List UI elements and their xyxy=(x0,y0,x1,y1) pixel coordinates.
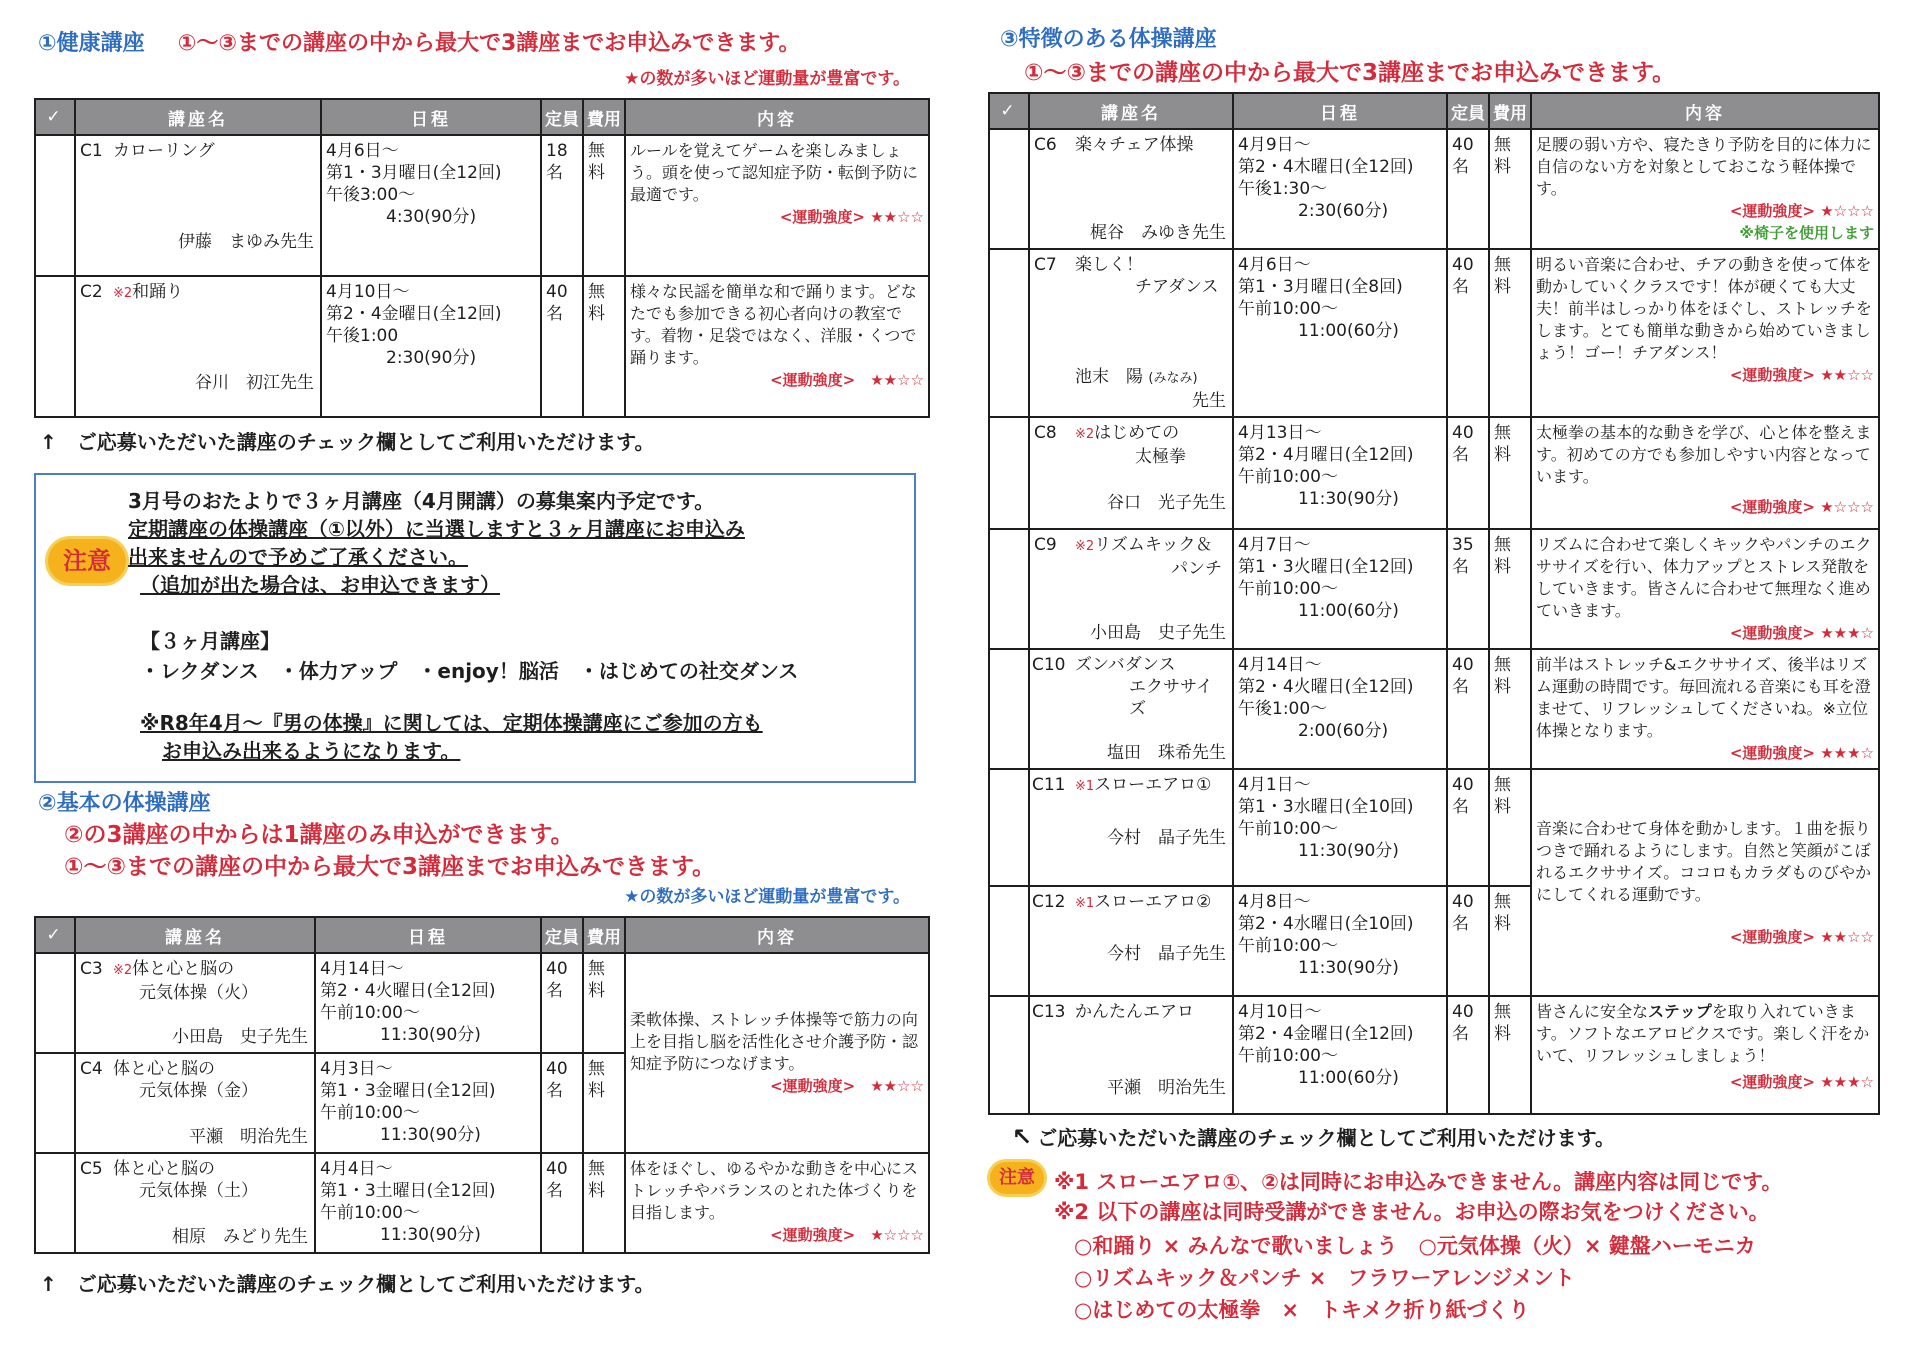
course-code: C9 xyxy=(1029,529,1071,649)
content-cell xyxy=(625,135,929,276)
notice-badge: 注意 xyxy=(48,539,126,583)
intensity-rating: <運動強度> ★★★☆ xyxy=(1729,744,1874,762)
schedule-time: 午後1:30～ xyxy=(1238,179,1328,199)
course-code: C8 xyxy=(1029,417,1071,529)
content-header: 内容 xyxy=(625,99,929,135)
course-name-cell xyxy=(1071,886,1233,996)
name-header: 講座名 xyxy=(75,917,315,953)
fee: 無料 xyxy=(1489,129,1531,249)
intensity-rating: <運動強度> ★★☆☆ xyxy=(1729,366,1874,384)
schedule-time: 午前10:00～ xyxy=(320,1003,420,1023)
schedule-cell xyxy=(321,276,541,417)
content-cell xyxy=(1531,249,1879,417)
content-cell xyxy=(1531,529,1879,649)
section2-rule2: ①～③までの講座の中から最大で3講座までお申込みできます。 xyxy=(64,854,716,880)
schedule-end: 11:00(60分) xyxy=(1298,321,1399,341)
section1-check-note: ↑ ご応募いただいた講座のチェック欄としてご利用いただけます。 xyxy=(40,430,655,454)
course-name: かんたんエアロ xyxy=(1075,1002,1194,1022)
section1-rule: ①～③までの講座の中から最大で3講座までお申込みできます。 xyxy=(177,31,801,56)
course-name-cell xyxy=(1071,769,1233,886)
schedule-end: 4:30(90分) xyxy=(386,207,477,227)
schedule-time: 午前10:00～ xyxy=(1238,936,1338,956)
section2-table-header xyxy=(35,917,929,953)
capacity: 40名 xyxy=(1447,129,1489,249)
course-name: カローリング xyxy=(113,141,215,161)
teacher-reading: (みなみ) xyxy=(1148,371,1198,386)
teacher-name: 相原 みどり先生 xyxy=(172,1227,308,1247)
fee: 無料 xyxy=(583,276,625,417)
check-cell[interactable] xyxy=(35,1053,75,1153)
schedule-days: 第2・4火曜日(全12回) xyxy=(1238,677,1414,697)
course-code: C7 xyxy=(1029,249,1071,417)
schedule-end: 2:00(60分) xyxy=(1298,721,1389,741)
schedule-start: 4月6日～ xyxy=(326,141,399,161)
schedule-end: 11:00(60分) xyxy=(1298,601,1399,621)
schedule-end: 11:30(90分) xyxy=(380,1025,481,1045)
intensity-rating: <運動強度> ★☆☆☆ xyxy=(770,1226,924,1244)
table-row xyxy=(989,249,1879,417)
schedule-start: 4月13日～ xyxy=(1238,423,1322,443)
fee-header: 費用 xyxy=(583,99,625,135)
course-content: 音楽に合わせて身体を動かします。１曲を振りつきで踊れるようにします。自然と笑顔がこぼれるエクササイズ。ココロもカラダものびやかにしてくれる運動です。 xyxy=(1536,818,1872,904)
schedule-header: 日程 xyxy=(315,917,541,953)
course-code: C10 xyxy=(1029,649,1071,769)
schedule-time: 午前10:00～ xyxy=(320,1103,420,1123)
course-content: 皆さんに安全なステップを取り入れていきます。ソフトなエアロビクスです。楽しく汗をかいて、リフレッシュしましょう！ xyxy=(1536,1002,1870,1065)
intensity-rating: <運動強度> ★☆☆☆ xyxy=(1729,202,1874,220)
schedule-time: 午前10:00～ xyxy=(320,1203,420,1223)
capacity: 40名 xyxy=(1447,769,1489,886)
capacity: 18名 xyxy=(541,135,583,276)
check-cell[interactable] xyxy=(989,769,1029,886)
schedule-days: 第1・3火曜日(全12回) xyxy=(1238,557,1414,577)
course-name-2: 元気体操（火） xyxy=(139,983,258,1003)
schedule-days: 第1・3月曜日(全8回) xyxy=(1238,277,1403,297)
schedule-end: 11:30(90分) xyxy=(1298,489,1399,509)
course-name-cell xyxy=(1071,129,1233,249)
schedule-cell xyxy=(1233,769,1447,886)
course-content: 前半はストレッチ&エクササイズ、後半はリズム運動の時間です。毎回流れる音楽にも耳を澄ませて、リフレッシュしてくださいね。※立位体操となります。 xyxy=(1536,655,1871,740)
content-cell xyxy=(625,1153,929,1253)
schedule-start: 4月7日～ xyxy=(1238,535,1311,555)
course-code: C1 xyxy=(75,135,109,276)
course-content: 体をほぐし、ゆるやかな動きを中心にストレッチやバランスのとれた体づくりを目指します。 xyxy=(630,1159,919,1222)
course-name-cell xyxy=(109,135,321,276)
intensity-rating: <運動強度> ★☆☆☆ xyxy=(1729,498,1874,516)
intensity-rating: <運動強度> ★★☆☆ xyxy=(770,371,924,389)
fee: 無料 xyxy=(1489,529,1531,649)
teacher-name: 谷口 光子先生 xyxy=(1107,493,1226,513)
teacher-name: 池末 陽 (みなみ) xyxy=(1075,367,1198,387)
section2-table xyxy=(34,916,930,1254)
fee: 無料 xyxy=(583,135,625,276)
table-row xyxy=(35,953,929,1053)
capacity: 40名 xyxy=(1447,649,1489,769)
course-name: はじめての xyxy=(1094,423,1180,443)
section2-star-note: ★の数が多いほど運動量が豊富です。 xyxy=(624,887,910,907)
capacity-header: 定員 xyxy=(1447,93,1489,129)
course-code: C13 xyxy=(1029,996,1071,1114)
schedule-time: 午前10:00～ xyxy=(1238,299,1338,319)
course-name-cell xyxy=(1071,417,1233,529)
course-name: 和踊り xyxy=(132,282,184,302)
table-row xyxy=(989,529,1879,649)
course-content: 柔軟体操、ストレッチ体操等で筋力の向上を目指し脳を活性化させ介護予防・認知症予防につなげます。 xyxy=(630,1010,919,1073)
content-cell xyxy=(1531,417,1879,529)
shared-content-cell xyxy=(625,953,929,1153)
right-notice-pair3: ○はじめての太極拳 × トキメク折り紙づくり xyxy=(1074,1298,1530,1322)
course-mark: ※1 xyxy=(1075,779,1095,794)
check-header: ✓ xyxy=(35,99,75,135)
capacity: 40名 xyxy=(541,1153,583,1253)
course-name-cell xyxy=(1071,649,1233,769)
schedule-time: 午後1:00 xyxy=(326,326,399,346)
notice-line-1: 3月号のおたよりで３ヶ月講座（4月開講）の募集案内予定です。 xyxy=(128,489,715,513)
teacher-name: 谷川 初江先生 xyxy=(195,373,314,393)
course-name: 体と心と脳の xyxy=(113,1159,215,1179)
chair-note: ※椅子を使用します xyxy=(1739,224,1874,242)
course-content: 明るい音楽に合わせ、チアの動きを使って体を動かしていくクラスです！体が硬くても大丈夫！前半はしっかり体をほぐし、ストレッチをします。とても簡単な動きから始めていきましょう！ゴー！チアダンス！ xyxy=(1536,255,1872,362)
section1-star-note: ★の数が多いほど運動量が豊富です。 xyxy=(624,69,910,89)
schedule-time: 午前10:00～ xyxy=(1238,1046,1338,1066)
table-row xyxy=(989,417,1879,529)
section3-table xyxy=(988,92,1880,1115)
course-code: C3 xyxy=(75,953,109,1053)
schedule-time: 午前10:00～ xyxy=(1238,467,1338,487)
intensity-rating: <運動強度> ★★☆☆ xyxy=(770,1077,924,1095)
section2-title: ②基本の体操講座 xyxy=(38,791,211,816)
capacity: 40名 xyxy=(1447,249,1489,417)
course-name-2: 元気体操（土） xyxy=(139,1181,258,1201)
course-name-2: 元気体操（金） xyxy=(139,1081,258,1101)
course-content: ルールを覚えてゲームを楽しみましょう。頭を使って認知症予防・転倒予防に最適です。 xyxy=(630,141,919,204)
course-mark: ※1 xyxy=(1075,896,1095,911)
content-header: 内容 xyxy=(625,917,929,953)
check-cell[interactable] xyxy=(989,886,1029,996)
intensity-rating: <運動強度> ★★★☆ xyxy=(1729,624,1874,642)
check-cell[interactable] xyxy=(989,649,1029,769)
right-notice-pair2: ○リズムキック＆パンチ × フラワーアレンジメント xyxy=(1074,1266,1575,1290)
course-name-cell xyxy=(1071,996,1233,1114)
right-notice-note2: ※2 以下の講座は同時受講ができません。お申込の際お気をつけください。 xyxy=(1054,1200,1770,1224)
section1-title: ①健康講座 xyxy=(38,31,145,56)
shared-content-cell xyxy=(1531,769,1879,996)
course-code: C4 xyxy=(75,1053,109,1153)
section3-rule: ①～③までの講座の中から最大で3講座までお申込みできます。 xyxy=(1024,60,1676,86)
schedule-end: 2:30(90分) xyxy=(386,348,477,368)
content-header: 内容 xyxy=(1531,93,1879,129)
teacher-name: 小田島 史子先生 xyxy=(1090,623,1226,643)
check-cell[interactable] xyxy=(989,996,1029,1114)
section2-check-note: ↑ ご応募いただいた講座のチェック欄としてご利用いただけます。 xyxy=(40,1272,655,1296)
fee-header: 費用 xyxy=(583,917,625,953)
course-name: 楽しく！ xyxy=(1075,255,1143,275)
schedule-days: 第1・3土曜日(全12回) xyxy=(320,1181,496,1201)
schedule-time: 午前10:00～ xyxy=(1238,579,1338,599)
right-notice-pair1: ○和踊り × みんなで歌いましょう ○元気体操（火）× 鍵盤ハーモニカ xyxy=(1074,1234,1756,1258)
schedule-days: 第2・4金曜日(全12回) xyxy=(1238,1024,1414,1044)
table-row xyxy=(989,996,1879,1114)
course-name-cell xyxy=(109,276,321,417)
schedule-start: 4月4日～ xyxy=(320,1159,393,1179)
content-emphasis: ステップ xyxy=(1648,1002,1712,1021)
check-cell[interactable] xyxy=(989,249,1029,417)
capacity-header: 定員 xyxy=(541,917,583,953)
notice-line-5: 【３ヶ月講座】 xyxy=(140,629,280,653)
capacity: 40名 xyxy=(541,1053,583,1153)
capacity: 40名 xyxy=(1447,417,1489,529)
course-name-2: チアダンス xyxy=(1135,277,1219,297)
teacher-name: 小田島 史子先生 xyxy=(172,1027,308,1047)
course-name: スローエアロ① xyxy=(1094,775,1212,795)
schedule-time: 午前10:00～ xyxy=(1238,819,1338,839)
teacher-name: 塩田 珠希先生 xyxy=(1107,743,1226,763)
schedule-cell xyxy=(1233,129,1447,249)
schedule-start: 4月8日～ xyxy=(1238,892,1311,912)
schedule-days: 第2・4木曜日(全12回) xyxy=(1238,157,1414,177)
content-cell xyxy=(1531,996,1879,1114)
fee: 無料 xyxy=(1489,649,1531,769)
intensity-rating: <運動強度> ★★★☆ xyxy=(1729,1073,1874,1091)
notice-line-8: お申込み出来るようになります。 xyxy=(162,739,461,763)
schedule-end: 2:30(60分) xyxy=(1298,201,1389,221)
schedule-cell xyxy=(1233,417,1447,529)
course-mark: ※2 xyxy=(113,963,133,978)
teacher-name: 今村 晶子先生 xyxy=(1107,944,1226,964)
course-name-cell xyxy=(109,1053,315,1153)
section3-title: ③特徴のある体操講座 xyxy=(1000,27,1217,52)
check-cell[interactable] xyxy=(35,276,75,417)
capacity: 40名 xyxy=(1447,996,1489,1114)
schedule-days: 第2・4火曜日(全12回) xyxy=(320,981,496,1001)
notice-line-7: ※R8年4月～『男の体操』に関しては、定期体操講座にご参加の方も xyxy=(140,711,763,735)
course-name: ズンバダンス xyxy=(1075,655,1176,675)
intensity-rating: <運動強度> ★★☆☆ xyxy=(1729,927,1874,946)
capacity: 35名 xyxy=(1447,529,1489,649)
schedule-end: 11:30(90分) xyxy=(380,1125,481,1145)
capacity: 40名 xyxy=(541,953,583,1053)
right-check-note xyxy=(1012,1122,1615,1151)
capacity: 40名 xyxy=(1447,886,1489,996)
schedule-start: 4月9日～ xyxy=(1238,135,1311,155)
content-cell xyxy=(625,276,929,417)
check-cell[interactable] xyxy=(989,417,1029,529)
teacher-name: 伊藤 まゆみ先生 xyxy=(178,232,314,252)
notice-line-4: （追加が出た場合は、お申込できます） xyxy=(140,573,500,597)
schedule-header: 日程 xyxy=(321,99,541,135)
course-name-2: パンチ xyxy=(1171,559,1222,579)
fee: 無料 xyxy=(1489,886,1531,996)
fee: 無料 xyxy=(583,1053,625,1153)
section3-table-header xyxy=(989,93,1879,129)
course-code: C11 xyxy=(1029,769,1071,886)
course-code: C12 xyxy=(1029,886,1071,996)
schedule-cell xyxy=(1233,886,1447,996)
table-row xyxy=(989,769,1879,886)
teacher-name: 平瀬 明治先生 xyxy=(189,1127,308,1147)
table-row xyxy=(35,1153,929,1253)
course-mark: ※2 xyxy=(1075,427,1095,442)
course-code: C5 xyxy=(75,1153,109,1253)
course-content: 様々な民謡を簡単な和で踊ります。どなたでも参加できる初心者向けの教室です。着物・足袋ではなく、洋服・くつで踊ります。 xyxy=(630,282,917,367)
schedule-days: 第1・3月曜日(全12回) xyxy=(326,163,502,183)
table-row xyxy=(989,129,1879,249)
course-name-cell xyxy=(109,1153,315,1253)
schedule-cell xyxy=(1233,529,1447,649)
course-name-cell xyxy=(1071,249,1233,417)
right-notice-badge: 注意 xyxy=(990,1162,1044,1194)
notice-line-2: 定期講座の体操講座（①以外）に当選しますと３ヶ月講座にお申込み xyxy=(128,517,745,541)
fee: 無料 xyxy=(1489,996,1531,1114)
capacity-header: 定員 xyxy=(541,99,583,135)
teacher-name: 梶谷 みゆき先生 xyxy=(1090,223,1226,243)
course-name: 体と心と脳の xyxy=(132,959,235,979)
teacher-name: 今村 晶子先生 xyxy=(1107,828,1226,848)
schedule-end: 11:30(90分) xyxy=(1298,958,1399,978)
schedule-time: 午後1:00～ xyxy=(1238,699,1328,719)
course-mark: ※2 xyxy=(113,286,133,301)
course-code: C2 xyxy=(75,276,109,417)
content-cell xyxy=(1531,129,1879,249)
schedule-cell xyxy=(315,953,541,1053)
content-cell xyxy=(1531,649,1879,769)
schedule-end: 11:30(90分) xyxy=(1298,841,1399,861)
course-content: 太極拳の基本的な動きを学び、心と体を整えます。初めての方でも参加しやすい内容となっています。 xyxy=(1536,423,1872,486)
schedule-cell xyxy=(1233,249,1447,417)
schedule-start: 4月3日～ xyxy=(320,1059,393,1079)
course-name-2: エクササイズ xyxy=(1129,677,1213,719)
section2-rule1: ②の3講座の中からは1講座のみ申込ができます。 xyxy=(64,822,574,848)
schedule-cell xyxy=(315,1153,541,1253)
notice-box xyxy=(34,473,916,783)
schedule-end: 11:00(60分) xyxy=(1298,1068,1399,1088)
right-check-note-text: ご応募いただいた講座のチェック欄としてご利用いただけます。 xyxy=(1037,1126,1616,1150)
course-name: リズムキック＆ xyxy=(1094,535,1213,555)
course-code: C6 xyxy=(1029,129,1071,249)
course-name-cell xyxy=(1071,529,1233,649)
course-name: 楽々チェア体操 xyxy=(1075,135,1194,155)
check-cell[interactable] xyxy=(35,1153,75,1253)
check-cell[interactable] xyxy=(989,529,1029,649)
schedule-days: 第2・4水曜日(全10回) xyxy=(1238,914,1414,934)
course-content: 足腰の弱い方や、寝たきり予防を目的に体力に自信のない方を対象としておこなう軽体操です。 xyxy=(1536,135,1872,198)
fee: 無料 xyxy=(1489,417,1531,529)
table-row xyxy=(35,135,929,276)
schedule-start: 4月14日～ xyxy=(1238,655,1322,675)
schedule-start: 4月10日～ xyxy=(326,282,410,302)
name-header: 講座名 xyxy=(1029,93,1233,129)
schedule-days: 第1・3水曜日(全10回) xyxy=(1238,797,1414,817)
table-row xyxy=(989,649,1879,769)
notice-line-6: ・レクダンス ・体力アップ ・enjoy！脳活 ・はじめての社交ダンス xyxy=(140,659,799,683)
right-notice-note1: ※1 スローエアロ①、②は同時にお申込みできません。講座内容は同じです。 xyxy=(1054,1170,1783,1194)
schedule-days: 第2・4月曜日(全12回) xyxy=(1238,445,1414,465)
schedule-days: 第1・3金曜日(全12回) xyxy=(320,1081,496,1101)
teacher-suffix: 先生 xyxy=(1192,391,1226,411)
fee: 無料 xyxy=(583,1153,625,1253)
schedule-cell xyxy=(321,135,541,276)
arrow-icon: ↖ xyxy=(1012,1123,1033,1151)
fee-header: 費用 xyxy=(1489,93,1531,129)
notice-line-3: 出来ませんので予めご了承ください。 xyxy=(128,545,468,569)
section1-table-header xyxy=(35,99,929,135)
schedule-start: 4月6日～ xyxy=(1238,255,1311,275)
course-name: スローエアロ② xyxy=(1094,892,1212,912)
schedule-cell xyxy=(1233,649,1447,769)
schedule-start: 4月1日～ xyxy=(1238,775,1311,795)
schedule-end: 11:30(90分) xyxy=(380,1225,481,1245)
schedule-cell xyxy=(1233,996,1447,1114)
table-row xyxy=(35,276,929,417)
schedule-days: 第2・4金曜日(全12回) xyxy=(326,304,502,324)
schedule-cell xyxy=(315,1053,541,1153)
schedule-start: 4月10日～ xyxy=(1238,1002,1322,1022)
fee: 無料 xyxy=(1489,249,1531,417)
course-name-2: 太極拳 xyxy=(1135,447,1186,467)
fee: 無料 xyxy=(583,953,625,1053)
course-name: 体と心と脳の xyxy=(113,1059,215,1079)
schedule-header: 日程 xyxy=(1233,93,1447,129)
section1-header xyxy=(38,26,801,57)
intensity-rating: <運動強度> ★★☆☆ xyxy=(779,208,924,226)
check-header: ✓ xyxy=(35,917,75,953)
check-cell[interactable] xyxy=(989,129,1029,249)
teacher-name: 平瀬 明治先生 xyxy=(1107,1078,1226,1098)
name-header: 講座名 xyxy=(75,99,321,135)
section1-table xyxy=(34,98,930,418)
capacity: 40名 xyxy=(541,276,583,417)
check-cell[interactable] xyxy=(35,135,75,276)
fee: 無料 xyxy=(1489,769,1531,886)
check-cell[interactable] xyxy=(35,953,75,1053)
course-content: リズムに合わせて楽しくキックやパンチのエクササイズを行い、体力アップとストレス発散をしていきます。皆さんに合わせて無理なく進めていきます。 xyxy=(1536,535,1872,620)
course-name-cell xyxy=(109,953,315,1053)
course-mark: ※2 xyxy=(1075,539,1095,554)
schedule-start: 4月14日～ xyxy=(320,959,404,979)
check-header: ✓ xyxy=(989,93,1029,129)
schedule-time: 午後3:00～ xyxy=(326,185,416,205)
